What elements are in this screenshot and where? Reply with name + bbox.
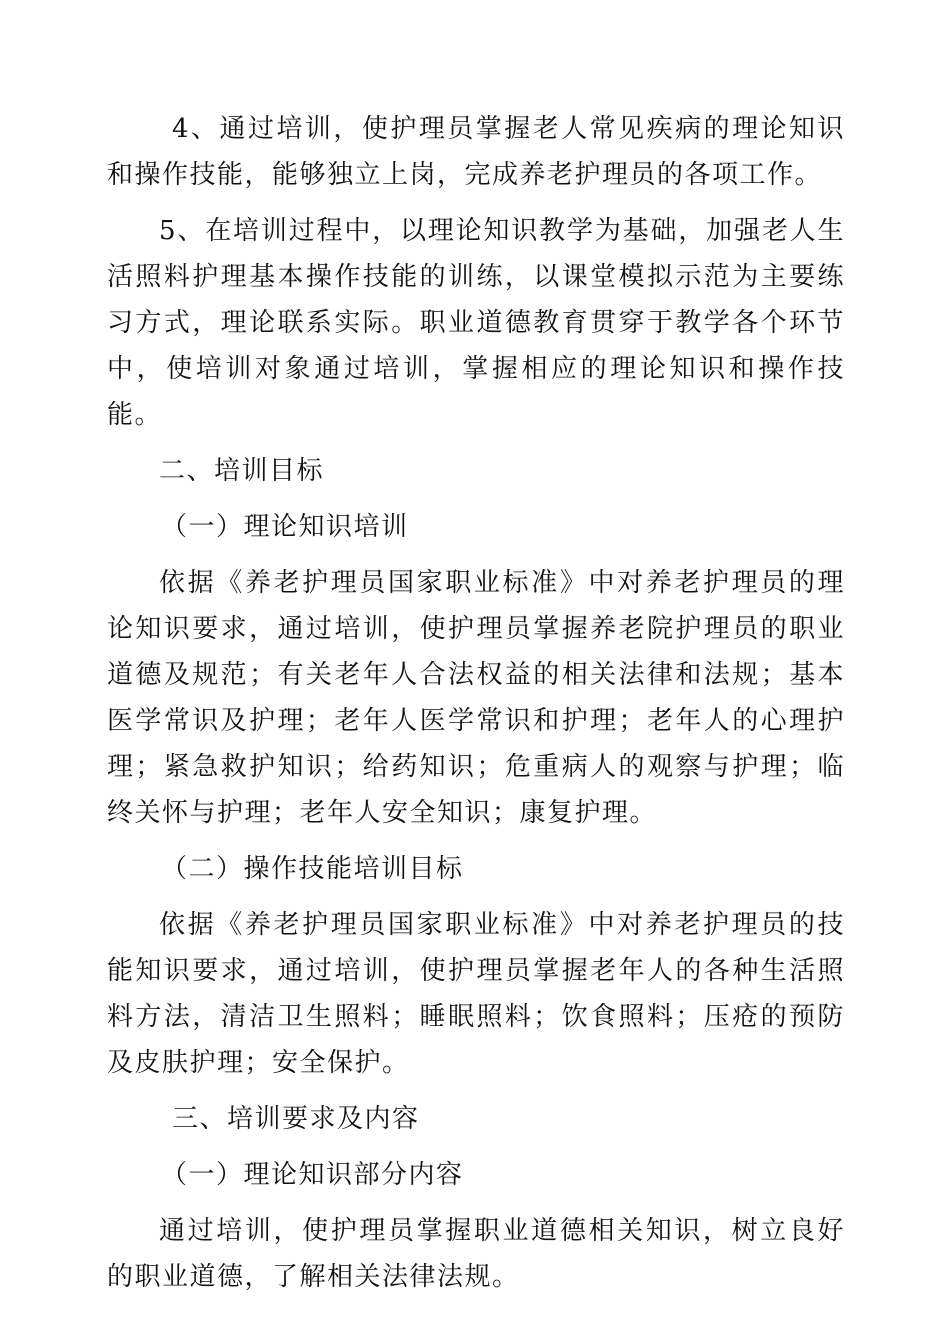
subheading-theory-training: （一）理论知识培训	[161, 512, 409, 542]
paragraph-item-4: 4、通过培训，使护理员掌握老人常见疾病的理论知识和操作技能，能够独立上岗，完成养老护理员的各项工作。	[107, 114, 845, 190]
document-body	[107, 106, 845, 1310]
section-heading-requirements-content: 三、培训要求及内容	[172, 1104, 420, 1134]
paragraph-skills-training: 依据《养老护理员国家职业标准》中对养老护理员的技能知识要求，通过培训，使护理员掌握老年人的各种生活照料方法，清洁卫生照料；睡眠照料；饮食照料；压疮的预防及皮肤护理；安全保护。	[107, 910, 845, 1078]
subheading-theory-content: （一）理论知识部分内容	[161, 1160, 464, 1190]
section-heading-training-goals: 二、培训目标	[159, 456, 325, 486]
subheading-skills-training: （二）操作技能培训目标	[161, 854, 464, 884]
paragraph-theory-training: 依据《养老护理员国家职业标准》中对养老护理员的理论知识要求，通过培训，使护理员掌握养老院护理员的职业道德及规范；有关老年人合法权益的相关法律和法规；基本医学常识及护理；老年人医学常识和护理；老年人的心理护理；紧急救护知识；给药知识；危重病人的观察与护理；临终关怀与护理；老年人安全知识；康复护理。	[107, 568, 845, 828]
paragraph-theory-content: 通过培训，使护理员掌握职业道德相关知识，树立良好的职业道德，了解相关法律法规。	[107, 1216, 845, 1292]
paragraph-item-5: 5、在培训过程中，以理论知识教学为基础，加强老人生活照料护理基本操作技能的训练，以课堂模拟示范为主要练习方式，理论联系实际。职业道德教育贯穿于教学各个环节中，使培训对象通过培训，掌握相应的理论知识和操作技能。	[107, 216, 845, 430]
